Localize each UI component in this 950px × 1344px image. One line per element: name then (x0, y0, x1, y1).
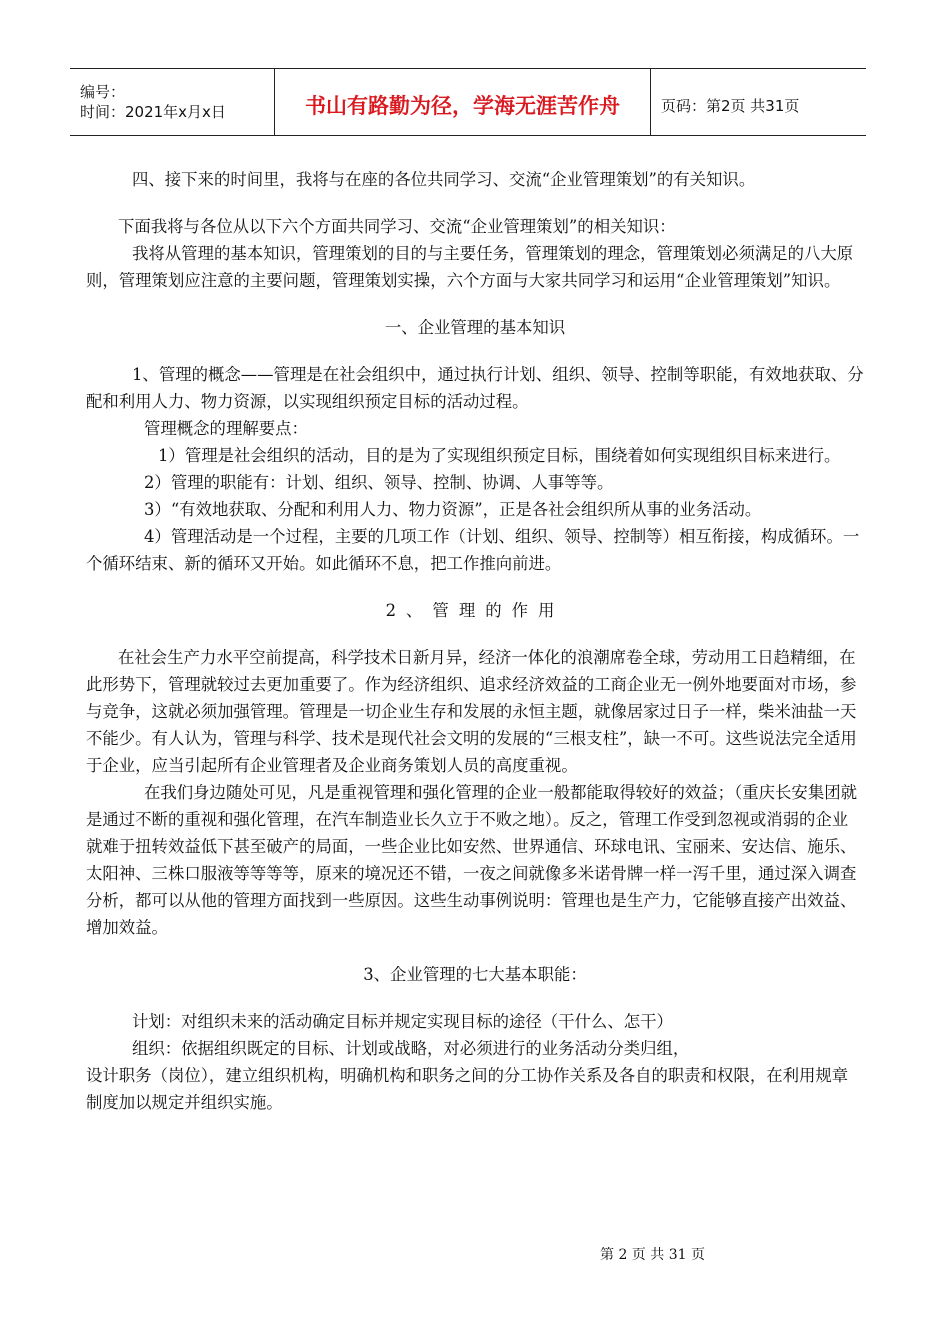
paragraph-function-organizing: 组织：依据组织既定的目标、计划或战略，对必须进行的业务活动分类归组， (132, 1039, 690, 1058)
paragraph-point-3: 3）“有效地获取、分配和利用人力、物力资源”，正是各社会组织所从事的业务活动。 (144, 500, 762, 519)
paragraph-role-examples: 在我们身边随处可见，凡是重视管理和强化管理的企业一般都能取得较好的效益；（重庆长安集团就是通过不断的重视和强化管理，在汽车制造业长久立于不败之地）。反之，管理工作受到忽视或消弱的企业就难于扭转效益低下甚至破产的局面，一些企业比如安然、世界通信、环球电讯、宝丽来、安达信、施乐、太阳神、三株口服液等等等等，原来的境况还不错，一夜之间就像多米诺骨牌一样一泻千里，通过深入调查分析，都可以从他的管理方面找到一些原因。这些生动事例说明：管理也是生产力，它能够直接产出效益、增加效益。 (86, 783, 857, 937)
paragraph-six-aspects: 下面我将与各位从以下六个方面共同学习、交流“企业管理策划”的相关知识： (118, 217, 676, 236)
paragraph-point-2: 2）管理的职能有：计划、组织、领导、控制、协调、人事等等。 (144, 473, 614, 492)
motto-text: 书山有路勤为径，学海无涯苦作舟 (305, 94, 620, 118)
section-heading-role: 2、管理的作用 (385, 601, 565, 620)
paragraph-concept-points: 管理概念的理解要点： (144, 419, 308, 438)
page-footer: 第 2 页 共 31 页 (600, 1247, 705, 1263)
paragraph-function-organizing-cont: 设计职务（岗位），建立组织机构，明确机构和职务之间的分工协作关系及各自的职责和权限，在利用规章制度加以规定并组织实施。 (86, 1066, 849, 1112)
header-page-cell (651, 69, 866, 135)
document-time-label: 时间：2021年x月x日 (80, 103, 226, 121)
paragraph-role-importance: 在社会生产力水平空前提高，科学技术日新月异，经济一体化的浪潮席卷全球，劳动用工日趋精细，在此形势下，管理就较过去更加重要了。作为经济组织、追求经济效益的工商企业无一例外地要面对市场，参与竞争，这就必须加强管理。管理是一切企业生存和发展的永恒主题，就像居家过日子一样，柴米油盐一天不能少。有人认为，管理与科学、技术是现代社会文明的发展的“三根支柱”，缺一不可。这些说法完全适用于企业，应当引起所有企业管理者及企业商务策划人员的高度重视。 (86, 648, 857, 775)
section-heading-functions: 3、企业管理的七大基本职能： (363, 965, 587, 984)
paragraph-intro: 四、接下来的时间里，我将与在座的各位共同学习、交流“企业管理策划”的有关知识。 (132, 170, 756, 189)
header-table (70, 68, 866, 136)
header-motto-cell (275, 69, 651, 135)
header-info-cell (70, 69, 275, 135)
section-heading-basics: 一、企业管理的基本知识 (384, 318, 566, 337)
paragraph-overview: 我将从管理的基本知识，管理策划的目的与主要任务，管理策划的理念，管理策划必须满足的八大原则，管理策划应注意的主要问题，管理策划实操，六个方面与大家共同学习和运用“企业管理策划”知识。 (86, 244, 854, 290)
paragraph-point-4: 4）管理活动是一个过程，主要的几项工作（计划、组织、领导、控制等）相互衔接，构成循环。一个循环结束、新的循环又开始。如此循环不息，把工作推向前进。 (86, 527, 860, 573)
paragraph-function-planning: 计划：对组织未来的活动确定目标并规定实现目标的途径（干什么、怎干） (132, 1012, 673, 1031)
paragraph-management-concept: 1、管理的概念——管理是在社会组织中，通过执行计划、组织、领导、控制等职能，有效地获取、分配和利用人力、物力资源，以实现组织预定目标的活动过程。 (86, 365, 864, 411)
document-number-label: 编号： (80, 83, 126, 101)
document-body (86, 166, 864, 1116)
header-page-label: 页码：第2页 共31页 (661, 96, 800, 115)
paragraph-point-1: 1）管理是社会组织的活动，目的是为了实现组织预定目标，围绕着如何实现组织目标来进行。 (158, 446, 841, 465)
